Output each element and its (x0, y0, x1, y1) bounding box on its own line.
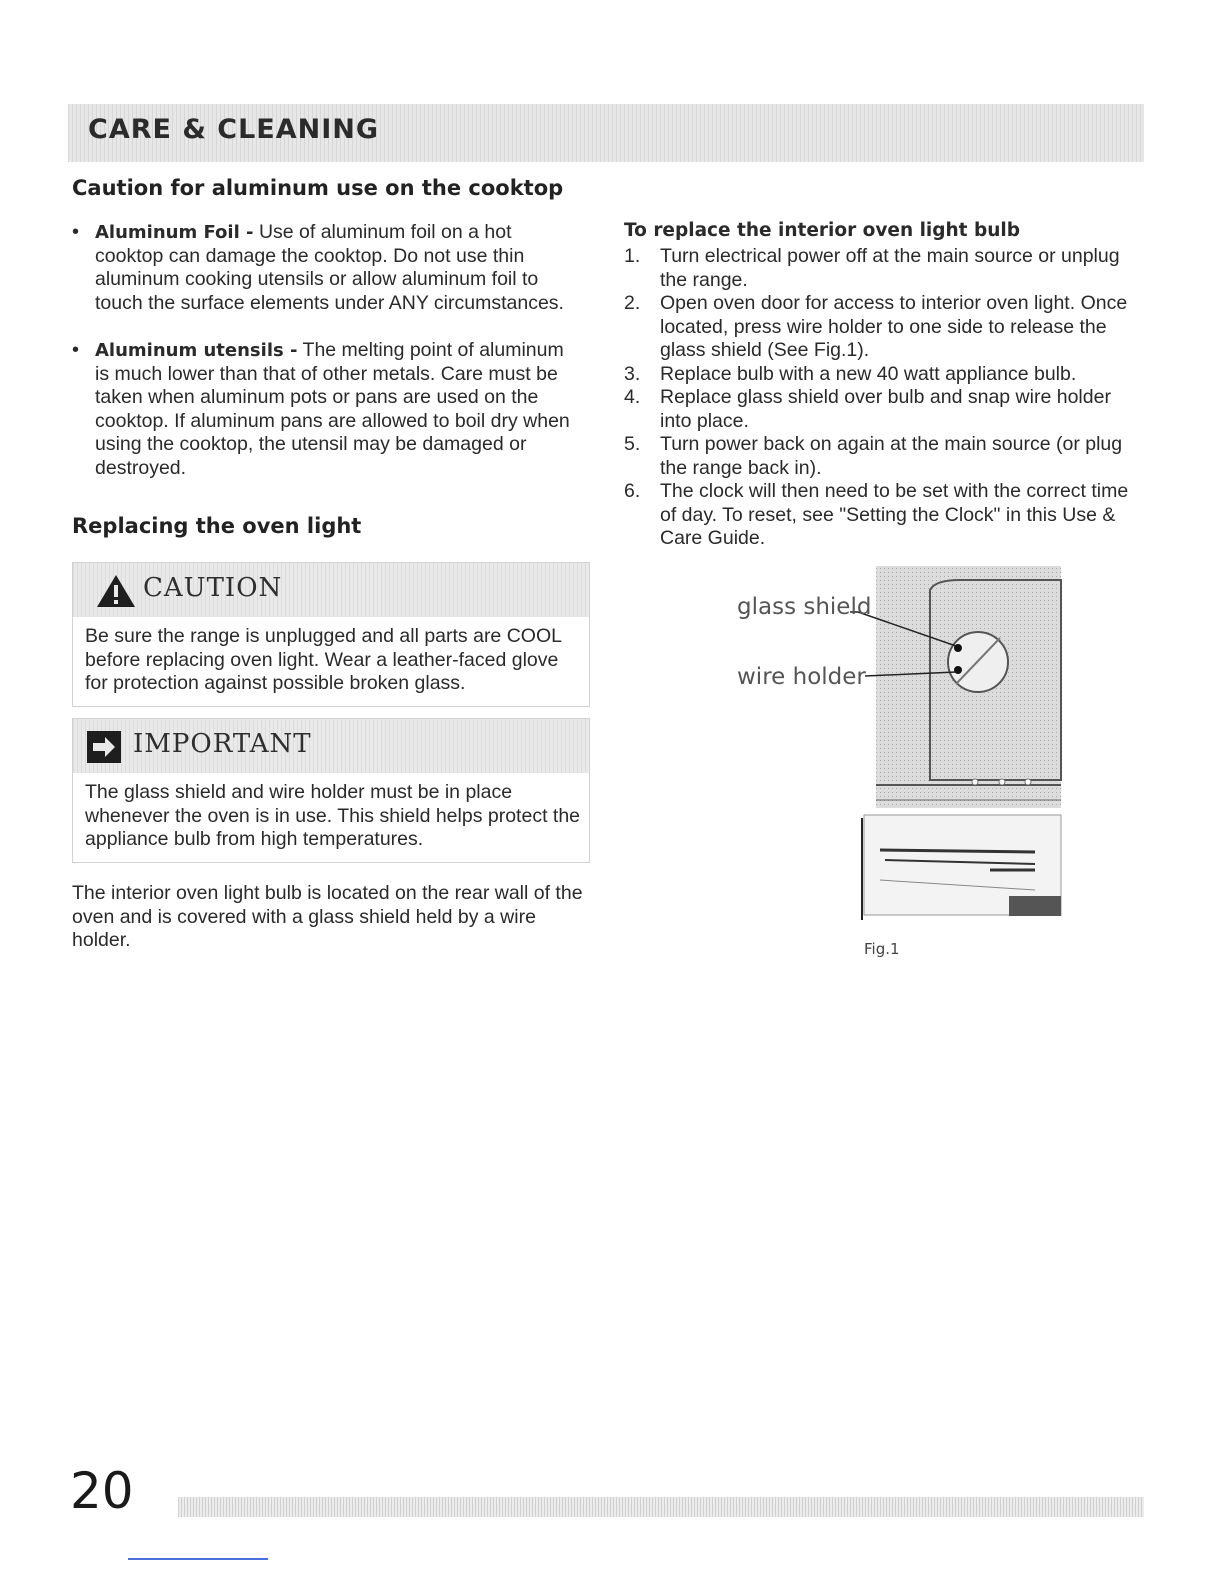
oven-light-figure (720, 560, 1070, 960)
step-item: 5. Turn power back on again at the main source (or plug the range back in). (624, 433, 1123, 479)
important-box-header (73, 719, 589, 773)
step-item: 3. Replace bulb with a new 40 watt appliance bulb. (624, 362, 1077, 385)
step-item: 6. The clock will then need to be set with the correct time of day. To reset, see "Setting the Clock" in this Use & Care Guide. (624, 480, 1129, 549)
section-title: CARE & CLEANING (88, 114, 380, 145)
oven-light-heading: Replacing the oven light (72, 514, 362, 538)
bullet-text: Use of aluminum foil on a hot cooktop can damage the cooktop. Do not use thin aluminum cooking utensils or allow aluminum foil to touch the surface elements under ANY circumstances. (95, 221, 564, 314)
caution-box (72, 562, 590, 707)
footer-band (178, 1497, 1144, 1517)
step-item: 4. Replace glass shield over bulb and snap wire holder into place. (624, 386, 1111, 432)
oven-light-paragraph: The interior oven light bulb is located on the rear wall of the oven and is covered with a glass shield held by a wire holder. (72, 882, 583, 951)
caution-box-header (73, 563, 589, 617)
bullet-dot-icon: • (72, 221, 80, 243)
caution-label: CAUTION (143, 573, 283, 603)
footer-divider (128, 1558, 268, 1560)
replace-bulb-steps (624, 245, 1144, 551)
important-label: IMPORTANT (133, 729, 312, 759)
page-number: 20 (70, 1462, 134, 1520)
bullet-text: The melting point of aluminum is much lower than that of other metals. Care must be taken when aluminum pots or pans are used on the cooktop. If aluminum pans are allowed to boil dry when using the cooktop, the utensil may be damaged or destroyed. (95, 339, 570, 479)
step-item: 1. Turn electrical power off at the main source or unplug the range. (624, 245, 1120, 291)
label-wire-holder: wire holder (737, 664, 866, 690)
replace-bulb-title: To replace the interior oven light bulb (624, 220, 1020, 241)
bullet-aluminum-utensils (72, 339, 582, 480)
warning-triangle-icon (95, 573, 137, 609)
step-item: 2. Open oven door for access to interior oven light. Once located, press wire holder to one side to release the glass shield (See Fig.1). (624, 292, 1128, 361)
aluminum-heading: Caution for aluminum use on the cooktop (72, 176, 564, 200)
important-text: The glass shield and wire holder must be in place whenever the oven is in use. This shield helps protect the appliance bulb from high temperatures. (85, 781, 581, 850)
label-glass-shield: glass shield (737, 594, 872, 620)
arrow-right-icon (87, 731, 121, 763)
bullet-aluminum-foil (72, 221, 582, 315)
figure-caption: Fig.1 (864, 940, 900, 958)
bullet-dot-icon: • (72, 339, 80, 361)
caution-text: Be sure the range is unplugged and all parts are COOL before replacing oven light. Wear a leather-faced glove for protection against possible broken glass. (85, 625, 562, 694)
bullet-label: Aluminum utensils - (95, 340, 298, 361)
important-box (72, 718, 590, 863)
bullet-label: Aluminum Foil - (95, 222, 254, 243)
